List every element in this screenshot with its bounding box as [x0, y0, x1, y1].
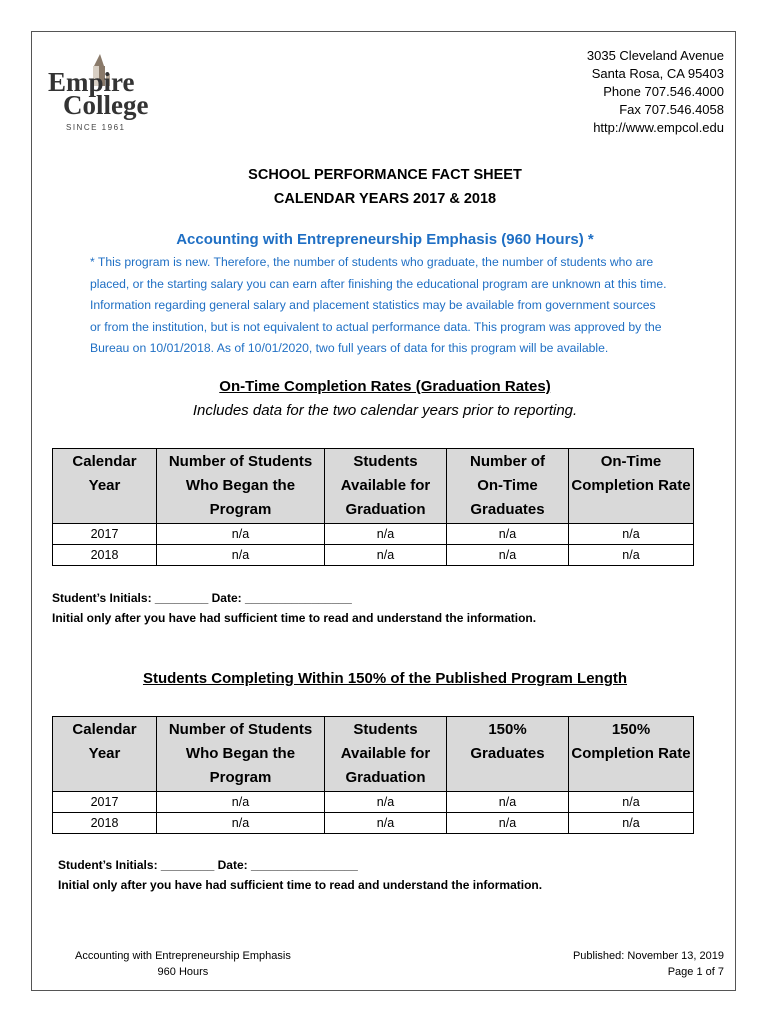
header-on-time-graduates: Number of On-Time Graduates — [447, 449, 569, 524]
footer-program — [75, 948, 291, 980]
title-line2: CALENDAR YEARS 2017 & 2018 — [273, 191, 497, 207]
logo-tagline: SINCE 1961 — [66, 123, 126, 132]
completion-150-table — [52, 716, 694, 834]
table-cell: n/a — [569, 545, 694, 566]
header-students-began: Number of Students Who Began the Program — [157, 717, 325, 792]
header-students-available: Students Available for Graduation — [325, 449, 447, 524]
footer-published: Published: November 13, 2019 — [572, 950, 724, 962]
header-150-graduates: 150% Graduates — [447, 717, 569, 792]
table-cell: n/a — [569, 792, 694, 813]
table-row — [53, 524, 694, 545]
program-title: Accounting with Entrepreneurship Emphasis (960 Hours) * — [176, 231, 594, 248]
address-street: 3035 Cleveland Avenue — [586, 48, 724, 63]
college-logo — [48, 48, 168, 138]
header-students-began: Number of Students Who Began the Program — [157, 449, 325, 524]
table-cell: n/a — [447, 792, 569, 813]
table-cell: 2018 — [53, 545, 157, 566]
address-url[interactable]: http://www.empcol.edu — [593, 120, 724, 135]
tower-roof — [94, 54, 104, 66]
section1-heading: On-Time Completion Rates (Graduation Rates) — [219, 378, 551, 395]
address-block — [587, 47, 724, 137]
table-cell: n/a — [325, 792, 447, 813]
logo-line2: College — [63, 90, 149, 120]
section1-initials-block — [52, 588, 536, 628]
table-cell: n/a — [447, 524, 569, 545]
table-cell: n/a — [447, 813, 569, 834]
table-cell: n/a — [157, 813, 325, 834]
table-cell: n/a — [157, 545, 325, 566]
address-fax: Fax 707.546.4058 — [619, 102, 724, 117]
document-title — [0, 163, 770, 211]
table-row — [53, 545, 694, 566]
address-phone: Phone 707.546.4000 — [603, 84, 724, 99]
section2-heading: Students Completing Within 150% of the Published Program Length — [142, 670, 628, 687]
table-cell: n/a — [569, 813, 694, 834]
student-initials-field[interactable]: Student’s Initials: ________ Date: ________________ — [58, 858, 358, 872]
program-note-line: placed, or the starting salary you can earn after finishing the educational program are unknown at this time. — [90, 276, 667, 291]
program-note-line: Information regarding general salary and placement statistics may be available from government sources — [90, 298, 656, 312]
table-cell: 2017 — [53, 792, 157, 813]
student-initials-field[interactable]: Student’s Initials: ________ Date: ________________ — [52, 591, 352, 605]
header-students-available: Students Available for Graduation — [325, 717, 447, 792]
section1-subheading: Includes data for the two calendar years prior to reporting. — [192, 402, 578, 419]
program-note-line: Bureau on 10/01/2018. As of 10/01/2020, two full years of data for this program will be available. — [90, 341, 609, 355]
on-time-completion-table — [52, 448, 694, 566]
table-cell: 2018 — [53, 813, 157, 834]
table-header-row — [53, 449, 694, 524]
logo-line1: Empire — [48, 67, 135, 97]
section2-initials-block — [58, 855, 542, 895]
initials-instruction: Initial only after you have had sufficient time to read and understand the information. — [52, 611, 537, 625]
table-cell: n/a — [447, 545, 569, 566]
initials-instruction: Initial only after you have had sufficient time to read and understand the information. — [58, 878, 543, 892]
table-cell: n/a — [325, 545, 447, 566]
program-note-line: * This program is new. Therefore, the number of students who graduate, the number of students who are — [90, 255, 654, 269]
college-logo-graphic — [48, 48, 168, 138]
table-row — [53, 792, 694, 813]
table-row — [53, 813, 694, 834]
footer-program-name: Accounting with Entrepreneurship Emphasis — [75, 950, 291, 962]
program-note-line: or from the institution, but is not equivalent to actual performance data. This program was approved by the — [90, 319, 662, 334]
header-calendar-year: Calendar Year — [53, 449, 157, 524]
header-calendar-year: Calendar Year — [53, 717, 157, 792]
table-header-row — [53, 717, 694, 792]
table-cell: n/a — [157, 792, 325, 813]
program-note — [90, 252, 680, 360]
table-cell: 2017 — [53, 524, 157, 545]
footer-meta — [573, 948, 724, 980]
footer-program-hours: 960 Hours — [157, 966, 209, 978]
table-cell: n/a — [325, 813, 447, 834]
footer-page-number: Page 1 of 7 — [667, 966, 724, 978]
address-city: Santa Rosa, CA 95403 — [591, 66, 724, 81]
table-cell: n/a — [325, 524, 447, 545]
table-cell: n/a — [157, 524, 325, 545]
header-completion-rate: On-Time Completion Rate — [569, 449, 694, 524]
title-line1: SCHOOL PERFORMANCE FACT SHEET — [248, 167, 522, 183]
header-150-completion-rate: 150% Completion Rate — [569, 717, 694, 792]
table-cell: n/a — [569, 524, 694, 545]
